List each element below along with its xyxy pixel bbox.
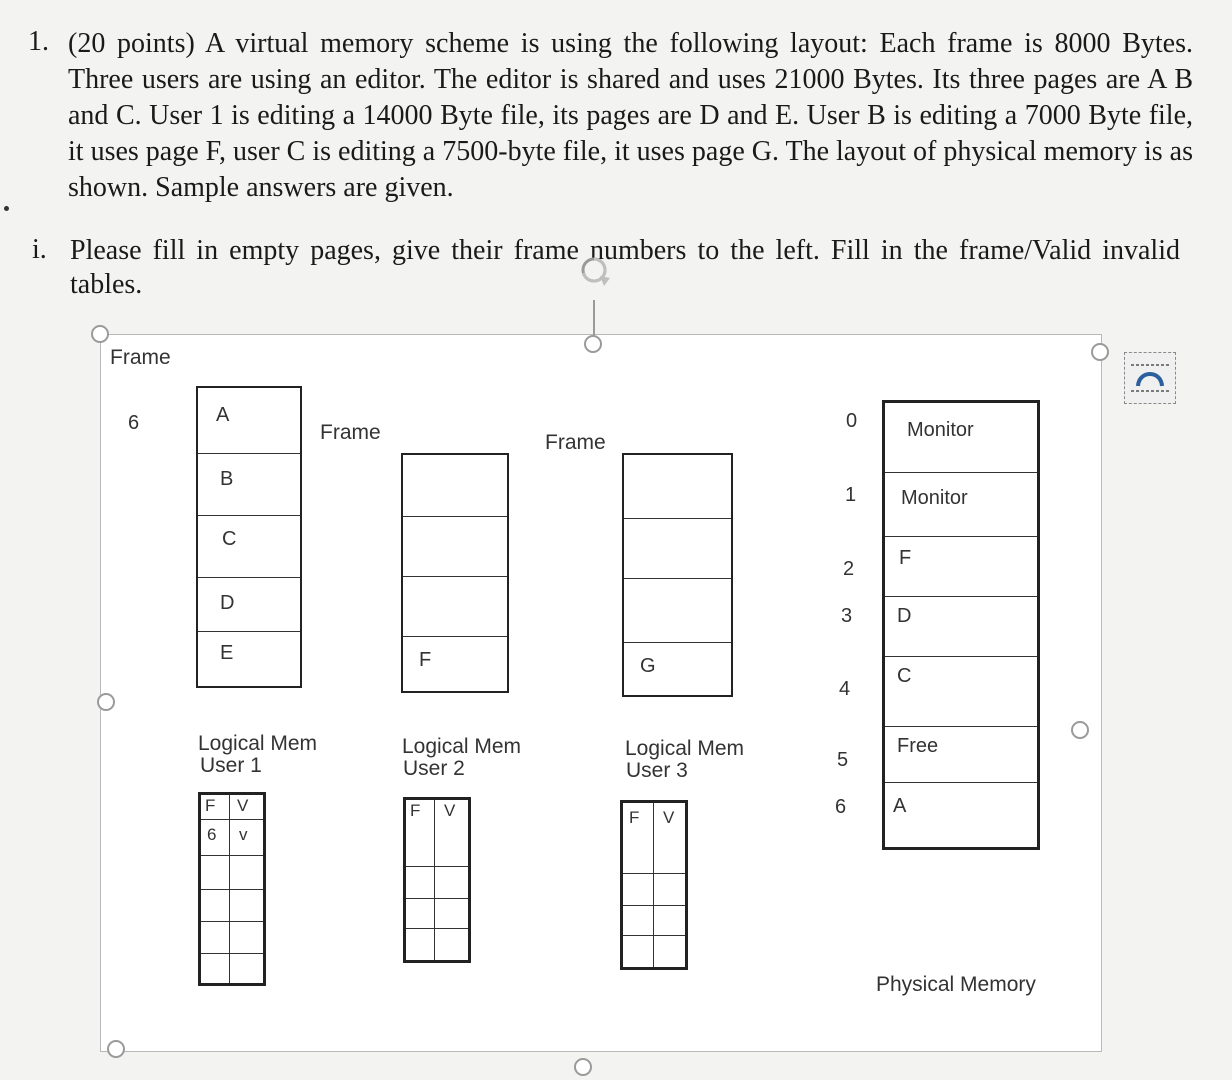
physical-frame-row bbox=[885, 537, 1037, 597]
user1-page-label: C bbox=[222, 528, 237, 550]
user3-fv-row-divider bbox=[623, 873, 685, 874]
user1-fv-valid-value: v bbox=[239, 825, 248, 844]
user1-page-label: A bbox=[216, 404, 230, 426]
physical-frame-number: 2 bbox=[843, 558, 855, 580]
bullet-mark bbox=[4, 206, 9, 211]
physical-frame-row bbox=[885, 783, 1037, 847]
user1-fv-header-v: V bbox=[237, 796, 249, 815]
user2-fv-row-divider bbox=[406, 866, 468, 867]
resize-handle-middle-right[interactable] bbox=[1071, 721, 1089, 739]
frame-column-label: Frame bbox=[110, 346, 171, 369]
user3-caption-line2: User 3 bbox=[626, 759, 688, 782]
physical-frame-row bbox=[885, 727, 1037, 783]
user1-caption-line1: Logical Mem bbox=[198, 732, 318, 755]
physical-frame-number: 5 bbox=[837, 749, 849, 771]
user3-fv-row-divider bbox=[623, 935, 685, 936]
resize-handle-bottom-left[interactable] bbox=[107, 1040, 125, 1058]
subquestion-text: Please fill in empty pages, give their frame numbers to the left. Fill in the frame/Valid invalid tables. bbox=[70, 235, 1180, 300]
resize-handle-middle-left[interactable] bbox=[97, 693, 115, 711]
user3-page-label: G bbox=[640, 655, 656, 677]
layout-options-icon[interactable] bbox=[1124, 352, 1176, 404]
user1-page-table bbox=[198, 792, 266, 986]
user1-page-label: B bbox=[220, 468, 234, 490]
user1-fv-header-f: F bbox=[205, 796, 216, 815]
user1-fv-row-divider bbox=[201, 855, 263, 856]
user2-fv-column-divider bbox=[434, 800, 435, 960]
resize-handle-top-right[interactable] bbox=[1091, 343, 1109, 361]
user2-fv-row-divider bbox=[406, 898, 468, 899]
user2-page-row bbox=[403, 577, 507, 637]
user1-page-row bbox=[198, 578, 300, 632]
user1-fv-row-divider bbox=[201, 889, 263, 890]
physical-frame-row bbox=[885, 403, 1037, 473]
question-text: (20 points) A virtual memory scheme is using the following layout: Each frame is 8000 Bytes. Three users are using an editor. The editor is shared and uses 21000 Bytes. Its three pages are A B and C. User 1 is editing a 14000 Byte file, its pages are D and E. User B is editing a 7000 Byte file, it uses page F, user C is editing a 7500-byte file, it uses page G. The layout of physical memory is as shown. Sample answers are given. bbox=[68, 28, 1193, 203]
user1-page-label: E bbox=[220, 642, 234, 664]
physical-frame-content: Monitor bbox=[901, 487, 968, 509]
user2-page-table bbox=[403, 797, 471, 963]
rotate-handle-icon[interactable] bbox=[574, 250, 614, 290]
frame-column-label: Frame bbox=[545, 431, 606, 454]
physical-frame-number: 1 bbox=[845, 484, 857, 506]
physical-frame-content: F bbox=[899, 547, 912, 569]
physical-frame-row bbox=[885, 473, 1037, 537]
user2-fv-header-v: V bbox=[444, 801, 456, 820]
user3-fv-column-divider bbox=[653, 803, 654, 967]
resize-handle-top-left[interactable] bbox=[91, 325, 109, 343]
physical-frame-number: 6 bbox=[835, 796, 847, 818]
user2-page-row bbox=[403, 455, 507, 517]
physical-frame-row bbox=[885, 597, 1037, 657]
user2-page-row bbox=[403, 637, 507, 691]
physical-frame-content: Monitor bbox=[907, 419, 974, 441]
user3-page-row bbox=[624, 643, 731, 695]
physical-memory-caption: Physical Memory bbox=[876, 973, 1036, 996]
user2-caption-line1: Logical Mem bbox=[402, 735, 522, 758]
user2-fv-header-f: F bbox=[410, 801, 421, 820]
user3-page-row bbox=[624, 455, 731, 519]
physical-memory-table bbox=[882, 400, 1040, 850]
question-number: 1. bbox=[28, 26, 49, 57]
user3-page-row bbox=[624, 579, 731, 643]
user2-caption-line2: User 2 bbox=[403, 757, 465, 780]
physical-frame-number: 4 bbox=[839, 678, 851, 700]
user1-fv-row-divider bbox=[201, 921, 263, 922]
subquestion-number: i. bbox=[32, 234, 47, 265]
user1-fv-row-divider bbox=[201, 953, 263, 954]
user3-fv-row-divider bbox=[623, 905, 685, 906]
user1-frame-number: 6 bbox=[128, 412, 140, 434]
user1-page-row bbox=[198, 516, 300, 578]
user2-logical-memory bbox=[401, 453, 509, 693]
user1-page-row bbox=[198, 388, 300, 454]
resize-handle-top-middle[interactable] bbox=[584, 335, 602, 353]
user1-page-row bbox=[198, 454, 300, 516]
user2-page-label: F bbox=[419, 649, 432, 671]
user2-page-row bbox=[403, 517, 507, 577]
user3-page-row bbox=[624, 519, 731, 579]
user1-page-row bbox=[198, 632, 300, 686]
user2-fv-row-divider bbox=[406, 928, 468, 929]
physical-frame-content: Free bbox=[897, 735, 939, 757]
user3-fv-header-v: V bbox=[663, 808, 675, 827]
user1-page-label: D bbox=[220, 592, 235, 614]
resize-handle-bottom-middle[interactable] bbox=[574, 1058, 592, 1076]
user3-page-table bbox=[620, 800, 688, 970]
physical-frame-row bbox=[885, 657, 1037, 727]
user3-fv-header-f: F bbox=[629, 808, 640, 827]
user3-caption-line1: Logical Mem bbox=[625, 737, 745, 760]
user3-logical-memory bbox=[622, 453, 733, 697]
user1-fv-frame-value: 6 bbox=[207, 825, 217, 844]
user1-caption-line2: User 1 bbox=[200, 754, 262, 777]
physical-frame-content: D bbox=[897, 605, 912, 627]
user1-fv-row-divider bbox=[201, 819, 263, 820]
physical-frame-content: A bbox=[893, 795, 907, 817]
rotate-connector-line bbox=[593, 300, 595, 336]
physical-frame-number: 3 bbox=[841, 605, 853, 627]
physical-frame-content: C bbox=[897, 665, 912, 687]
frame-column-label: Frame bbox=[320, 421, 381, 444]
user1-logical-memory bbox=[196, 386, 302, 688]
physical-frame-number: 0 bbox=[846, 410, 858, 432]
